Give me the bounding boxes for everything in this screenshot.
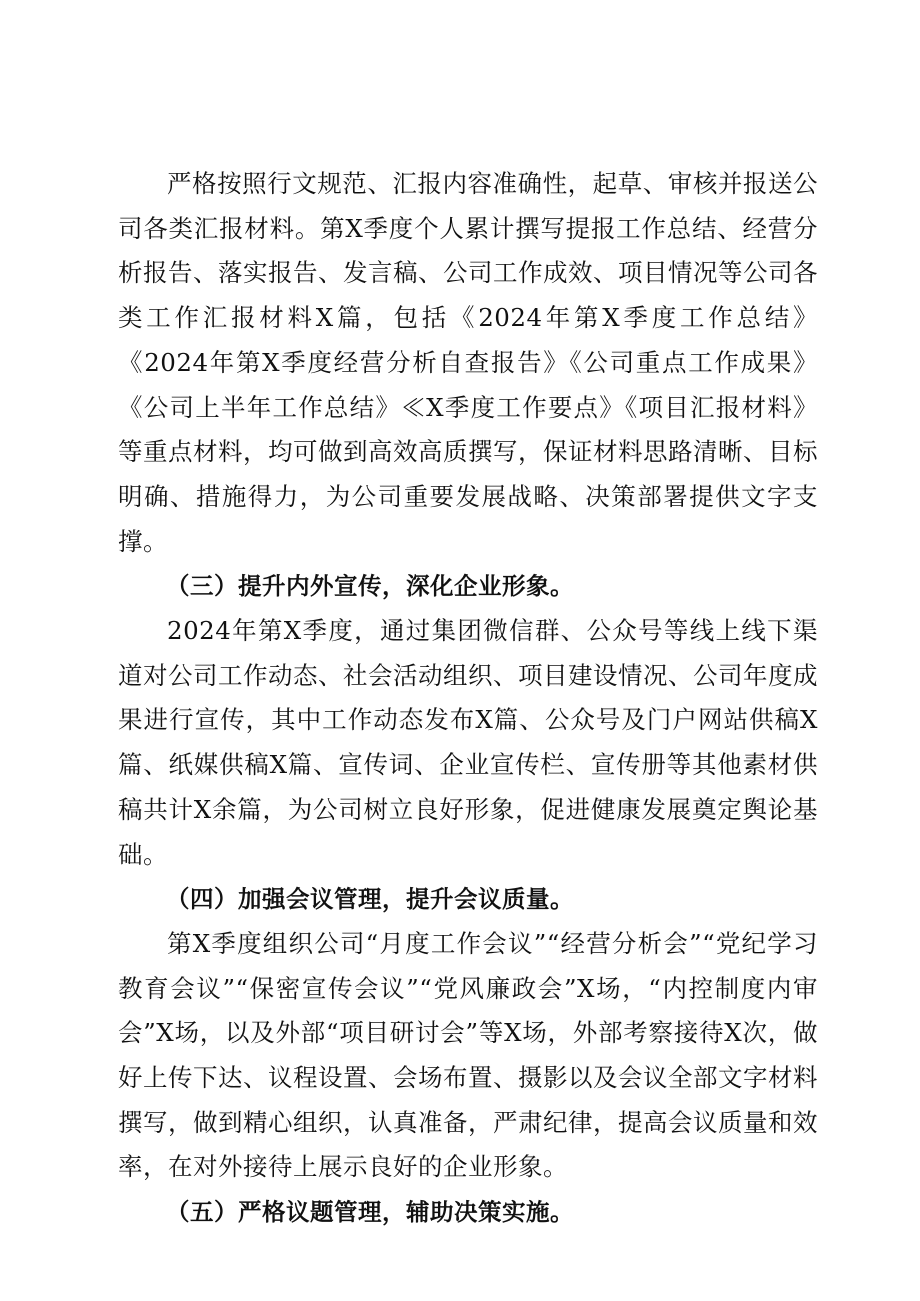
section-heading-publicity: （三）提升内外宣传，深化企业形象。 — [166, 572, 574, 601]
section-heading-meetings: （四）加强会议管理，提升会议质量。 — [166, 885, 574, 914]
paragraph-meetings: 第X季度组织公司“月度工作会议”“经营分析会”“党纪学习教育会议”“保密宣传会议”“党风廉政会”X场，“内控制度内审会”X场，以及外部“项目研讨会”等X场，外部考察接待X次，做好上传下达、议程设置、会场布置、摄影以及会议全部文字材料撰写，做到精心组织，认真准备，严肃纪律，提高会议质量和效率，在对外接待上展示良好的企业形象。 — [118, 928, 818, 1182]
paragraph-report-materials: 严格按照行文规范、汇报内容准确性，起草、审核并报送公司各类汇报材料。第X季度个人累计撰写提报工作总结、经营分析报告、落实报告、发言稿、公司工作成效、项目情况等公司各类工作汇报材料X篇，包括《2024年第X季度工作总结》《2024年第X季度经营分析自查报告》《公司重点工作成果》《公司上半年工作总结》≪X季度工作要点》《项目汇报材料》等重点材料，均可做到高效高质撰写，保证材料思路清晰、目标明确、措施得力，为公司重要发展战略、决策部署提供文字支撑。 — [118, 169, 818, 556]
section-heading-agenda: （五）严格议题管理，辅助决策实施。 — [166, 1198, 574, 1227]
document-page — [118, 162, 818, 1235]
paragraph-publicity: 2024年第X季度，通过集团微信群、公众号等线上线下渠道对公司工作动态、社会活动组织、项目建设情况、公司年度成果进行宣传，其中工作动态发布X篇、公众号及门户网站供稿X篇、纸媒供稿X篇、宣传词、企业宣传栏、宣传册等其他素材供稿共计X余篇，为公司树立良好形象，促进健康发展奠定舆论基础。 — [118, 616, 818, 869]
